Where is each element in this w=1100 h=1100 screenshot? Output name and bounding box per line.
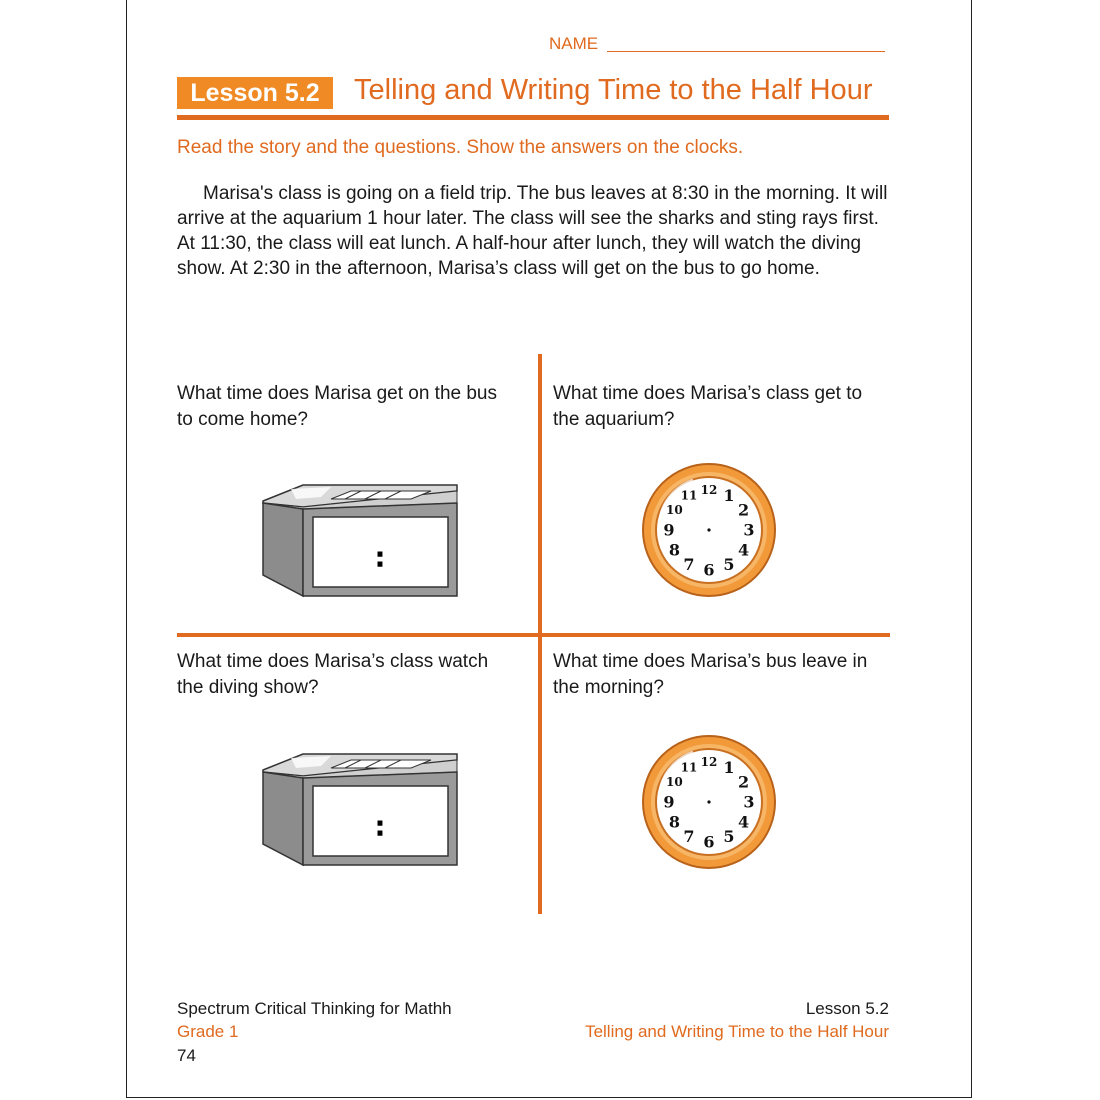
name-label: NAME <box>549 34 599 53</box>
lesson-badge: Lesson 5.2 <box>177 77 333 109</box>
analog-clock-icon[interactable] <box>641 734 777 870</box>
clock-number: 3 <box>743 792 755 812</box>
clock-number: 10 <box>666 775 683 789</box>
clock-number: 9 <box>663 520 675 540</box>
name-line[interactable] <box>607 51 885 52</box>
clock-number: 11 <box>680 488 698 503</box>
clock-number: 10 <box>666 503 683 517</box>
digital-display: : <box>374 540 386 574</box>
clock-number: 4 <box>738 812 750 832</box>
clock-number: 12 <box>700 483 718 497</box>
footer-grade: Grade 1 <box>177 1022 239 1041</box>
clock-number: 8 <box>668 812 680 832</box>
clock-number: 12 <box>700 755 718 769</box>
clock-number: 6 <box>703 832 715 852</box>
clock-number: 3 <box>743 520 755 540</box>
footer-book-title: Spectrum Critical Thinking for Mathh <box>177 999 452 1018</box>
page-number: 74 <box>177 1046 196 1065</box>
lesson-title: Telling and Writing Time to the Half Hour <box>354 74 873 106</box>
question-3: What time does Marisa’s class watch the diving show? <box>177 651 489 698</box>
digital-display: : <box>374 809 386 843</box>
clock-number: 7 <box>683 827 695 847</box>
digital-clock-icon[interactable] <box>261 752 461 867</box>
question-1: What time does Marisa get on the bus to come home? <box>177 383 497 430</box>
analog-clock-icon[interactable] <box>641 462 777 598</box>
clock-number: 1 <box>723 757 735 777</box>
clock-number: 1 <box>723 485 735 505</box>
question-4: What time does Marisa’s bus leave in the morning? <box>553 651 868 698</box>
horizontal-divider <box>177 633 890 637</box>
clock-number: 6 <box>703 560 715 580</box>
clock-number: 8 <box>668 540 680 560</box>
clock-number: 5 <box>723 827 735 847</box>
title-rule <box>177 115 889 120</box>
footer-lesson: Lesson 5.2 <box>805 999 889 1018</box>
clock-number: 7 <box>683 555 695 575</box>
clock-number: 9 <box>663 792 675 812</box>
digital-clock-icon[interactable] <box>261 483 461 598</box>
question-2: What time does Marisa’s class get to the aquarium? <box>553 383 863 430</box>
clock-number: 5 <box>723 555 735 575</box>
story-paragraph: Marisa's class is going on a field trip. The bus leaves at 8:30 in the morning. It will arrive at the aquarium 1 hour later. The class will see the sharks and sting rays first. At 11:30, the class will eat lunch. A half-hour after lunch, they will watch the diving show. At 2:30 in the afternoon, Marisa’s class will get on the bus to go home. <box>177 183 888 279</box>
clock-number: 11 <box>680 760 698 775</box>
clock-number: 4 <box>738 540 750 560</box>
clock-number: 2 <box>738 772 750 792</box>
footer-lesson-title: Telling and Writing Time to the Half Hour <box>585 1022 889 1041</box>
instructions: Read the story and the questions. Show the answers on the clocks. <box>177 137 744 158</box>
clock-number: 2 <box>738 500 750 520</box>
worksheet-page <box>126 0 972 1098</box>
